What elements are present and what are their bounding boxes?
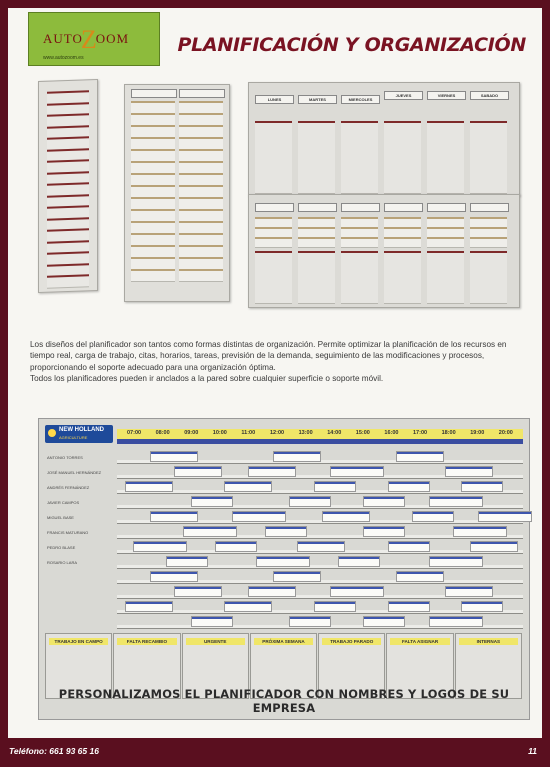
status-pocket: [255, 217, 292, 227]
job-card: [183, 526, 237, 537]
status-pocket-large: [341, 251, 378, 303]
status-column-label: TRABAJO EN CAMPO: [49, 638, 108, 645]
job-card: [289, 496, 331, 507]
status-pocket: [470, 237, 507, 247]
job-card: [125, 481, 173, 492]
day-header-label: MARTES: [298, 95, 337, 104]
status-header-tag: [298, 203, 337, 212]
time-header: [117, 429, 523, 439]
job-card-stripe: [175, 587, 221, 589]
job-card: [150, 511, 198, 522]
job-card: [322, 511, 370, 522]
job-card-stripe: [397, 452, 443, 454]
time-label: 12:00: [270, 430, 285, 436]
job-card-stripe: [454, 527, 506, 529]
logo-mark: Z: [80, 25, 98, 54]
job-card-stripe: [315, 602, 355, 604]
rack-pocket: [131, 113, 175, 125]
week-pocket: [341, 121, 378, 193]
rack-pocket: [131, 269, 175, 281]
rack-pocket: [131, 245, 175, 257]
job-card-stripe: [175, 467, 221, 469]
rack-pocket: [179, 161, 223, 173]
job-card-stripe: [126, 602, 172, 604]
job-card: [166, 556, 208, 567]
job-card-stripe: [298, 542, 344, 544]
technician-name: [45, 554, 113, 569]
rack-pocket: [131, 209, 175, 221]
job-card: [461, 481, 503, 492]
week-pocket: [384, 121, 421, 193]
technician-name-label: PEDRO BLASE: [47, 545, 76, 550]
board-row: [45, 524, 523, 540]
page-title: PLANIFICACIÓN Y ORGANIZACIÓN: [177, 34, 526, 56]
rack-pocket: [131, 221, 175, 233]
job-card-stripe: [430, 557, 482, 559]
job-card-stripe: [192, 497, 232, 499]
job-card: [215, 541, 257, 552]
job-card: [289, 616, 331, 627]
status-pocket: [341, 217, 378, 227]
rack-pocket: [131, 233, 175, 245]
board-row: [45, 494, 523, 510]
job-card: [191, 496, 233, 507]
rack-pocket: [179, 113, 223, 125]
rack-header-tag: [179, 89, 225, 98]
status-pocket: [427, 217, 464, 227]
logo-part2: OOM: [95, 31, 130, 46]
job-card: [248, 466, 296, 477]
job-card: [396, 451, 444, 462]
job-card-stripe: [249, 587, 295, 589]
job-card: [297, 541, 345, 552]
status-pocket: [255, 227, 292, 237]
rack-pocket: [179, 185, 223, 197]
photo-schedule-board: [38, 418, 530, 720]
technician-name-label: JOSÉ MANUEL HERNÁNDEZ: [47, 470, 102, 475]
status-header-tag: [470, 203, 509, 212]
job-card-stripe: [134, 542, 186, 544]
status-header-tag: [427, 203, 466, 212]
job-card-stripe: [274, 452, 320, 454]
rack-pocket: [179, 233, 223, 245]
job-card: [412, 511, 454, 522]
job-card: [388, 601, 430, 612]
technician-name: [45, 449, 113, 464]
job-card-stripe: [290, 617, 330, 619]
rack-pocket: [179, 149, 223, 161]
job-card-stripe: [413, 512, 453, 514]
job-card: [256, 556, 310, 567]
time-label: 13:00: [298, 430, 313, 436]
time-label: 11:00: [241, 430, 256, 436]
job-card: [445, 466, 493, 477]
time-label: 18:00: [441, 430, 456, 436]
time-label: 20:00: [498, 430, 513, 436]
technician-name: [45, 539, 113, 554]
job-card-stripe: [397, 572, 443, 574]
time-header-band: [117, 439, 523, 444]
job-card-stripe: [389, 482, 429, 484]
job-card: [363, 526, 405, 537]
job-card-stripe: [331, 467, 383, 469]
job-card-stripe: [430, 497, 482, 499]
rack-pocket: [179, 269, 223, 281]
job-card-stripe: [167, 557, 207, 559]
job-card-stripe: [339, 557, 379, 559]
job-card: [429, 496, 483, 507]
job-card-stripe: [233, 512, 285, 514]
status-header-tag: [255, 203, 294, 212]
rack-pocket: [131, 161, 175, 173]
job-card: [232, 511, 286, 522]
job-card: [191, 616, 233, 627]
rack-pocket: [179, 221, 223, 233]
job-card-stripe: [126, 482, 172, 484]
job-card: [224, 601, 272, 612]
board-row: [45, 614, 523, 630]
job-card: [314, 481, 356, 492]
rack-pocket: [131, 137, 175, 149]
job-card-stripe: [323, 512, 369, 514]
job-card-stripe: [364, 497, 404, 499]
status-column-label: URGENTE: [186, 638, 245, 645]
job-card-stripe: [151, 572, 197, 574]
status-pocket: [298, 217, 335, 227]
board-slogan: PERSONALIZAMOS EL PLANIFICADOR CON NOMBRES Y LOGOS DE SU EMPRESA: [58, 687, 510, 715]
logo-website: www.autozoom.es: [43, 55, 84, 61]
day-header-label: JUEVES: [384, 91, 423, 100]
job-card: [150, 451, 198, 462]
job-card: [388, 481, 430, 492]
technician-name: [45, 479, 113, 494]
footer-phone: Teléfono: 661 93 65 16: [9, 746, 99, 756]
job-card: [174, 466, 222, 477]
catalog-page: [8, 8, 542, 738]
description-paragraph-1: Los diseños del planificador son tantos como formas distintas de organización. Permite optimizar la planificación de los recursos en tiempo real, carga de trabajo, citas, horarios, tareas, previsión de la demanda, seguimiento de las modificaciones y procesos, proporcionando el soporte adecuado para una organización óptima.: [30, 340, 507, 372]
job-card: [363, 616, 405, 627]
time-label: 10:00: [212, 430, 227, 436]
rack-pocket: [47, 274, 89, 287]
status-pocket-large: [298, 251, 335, 303]
time-label: 16:00: [384, 430, 399, 436]
job-card: [478, 511, 532, 522]
job-card: [314, 601, 356, 612]
brand-name: NEW HOLLAND: [59, 427, 104, 433]
time-label: 08:00: [155, 430, 170, 436]
job-card: [388, 541, 430, 552]
technician-name-label: ROSARIO LARA: [47, 560, 78, 565]
job-card: [396, 571, 444, 582]
description-text: [30, 339, 528, 385]
new-holland-logo: [45, 425, 113, 443]
rack-pocket: [179, 173, 223, 185]
job-card-stripe: [266, 527, 306, 529]
technician-name-label: MIGUEL BASE: [47, 515, 74, 520]
job-card-stripe: [249, 467, 295, 469]
status-pocket: [384, 227, 421, 237]
technician-name: [45, 494, 113, 509]
description-paragraph-2: Todos los planificadores pueden ir anclados a la pared sobre cualquier superficie o soporte móvil.: [30, 374, 384, 384]
status-pocket-large: [384, 251, 421, 303]
rack-pocket: [179, 101, 223, 113]
rack-pocket: [131, 257, 175, 269]
time-label: 19:00: [470, 430, 485, 436]
logo-part1: AUTO: [43, 31, 83, 46]
status-column-label: TRABAJO PARADO: [322, 638, 381, 645]
brand-subtitle: AGRICULTURE: [59, 435, 88, 440]
board-row: [45, 449, 523, 465]
job-card: [453, 526, 507, 537]
job-card-stripe: [389, 542, 429, 544]
new-holland-leaf-icon: [48, 429, 56, 437]
rack-pocket: [131, 185, 175, 197]
board-row: [45, 599, 523, 615]
status-pocket: [298, 227, 335, 237]
rack-pocket: [131, 125, 175, 137]
job-card-stripe: [389, 602, 429, 604]
technician-name-label: JAVIER CAMPOS: [47, 500, 80, 505]
job-card: [265, 526, 307, 537]
photo-status-planner: [248, 194, 520, 308]
autozoom-logo: [28, 12, 160, 66]
job-card: [330, 586, 384, 597]
technician-name: [45, 524, 113, 539]
status-pocket: [255, 237, 292, 247]
status-pocket: [298, 237, 335, 247]
status-pocket-large: [427, 251, 464, 303]
rack-pocket: [179, 125, 223, 137]
job-card-stripe: [446, 587, 492, 589]
rack-pocket: [179, 257, 223, 269]
technician-name-label: ANTONIO TORRES: [47, 455, 83, 460]
status-column-label: PRÓXIMA SEMANA: [254, 638, 313, 645]
time-label: 14:00: [327, 430, 342, 436]
job-card-stripe: [225, 482, 271, 484]
job-card-stripe: [471, 542, 517, 544]
job-card-stripe: [257, 557, 309, 559]
job-card-stripe: [192, 617, 232, 619]
job-card-stripe: [331, 587, 383, 589]
time-label: 09:00: [184, 430, 199, 436]
day-header-label: VIERNES: [427, 91, 466, 100]
time-label: 07:00: [127, 430, 142, 436]
day-header-label: SABADO: [470, 91, 509, 100]
job-card-stripe: [462, 602, 502, 604]
job-card: [273, 451, 321, 462]
job-card: [429, 556, 483, 567]
photo-weekly-planner: [248, 82, 520, 196]
rack-pocket: [179, 197, 223, 209]
job-card-stripe: [274, 572, 320, 574]
status-pocket: [384, 217, 421, 227]
rack-pocket: [179, 137, 223, 149]
rack-pocket: [131, 101, 175, 113]
job-card-stripe: [364, 617, 404, 619]
job-card-stripe: [462, 482, 502, 484]
board-row: [45, 509, 523, 525]
status-column-label: INTERNAS: [459, 638, 518, 645]
rack-pocket: [131, 173, 175, 185]
rack-pocket: [179, 209, 223, 221]
job-card: [224, 481, 272, 492]
rack-pocket: [131, 149, 175, 161]
job-card-stripe: [479, 512, 531, 514]
board-row: [45, 569, 523, 585]
job-card: [248, 586, 296, 597]
status-pocket: [384, 237, 421, 247]
time-label: 15:00: [355, 430, 370, 436]
week-pocket: [298, 121, 335, 193]
job-card-stripe: [364, 527, 404, 529]
status-pocket: [341, 237, 378, 247]
status-pocket: [427, 237, 464, 247]
job-card: [429, 616, 483, 627]
board-row: [45, 554, 523, 570]
job-card: [363, 496, 405, 507]
photo-double-rack: [124, 84, 230, 302]
job-card: [338, 556, 380, 567]
job-card-stripe: [184, 527, 236, 529]
rack-pocket: [179, 245, 223, 257]
job-card-stripe: [151, 452, 197, 454]
status-pocket: [470, 217, 507, 227]
job-card: [273, 571, 321, 582]
week-pocket: [427, 121, 464, 193]
board-row: [45, 464, 523, 480]
job-card-stripe: [151, 512, 197, 514]
week-pocket: [255, 121, 292, 193]
rack-pocket: [131, 197, 175, 209]
technician-name: [45, 509, 113, 524]
page-number: 11: [528, 746, 537, 756]
job-card: [125, 601, 173, 612]
job-card: [330, 466, 384, 477]
time-label: 17:00: [413, 430, 428, 436]
photo-vertical-rack: [38, 79, 98, 293]
day-header-label: MIERCOLES: [341, 95, 380, 104]
technician-name-label: ANDRÉS FERNÁNDEZ: [47, 485, 90, 490]
status-pocket-large: [255, 251, 292, 303]
technician-name-label: FRANCIS MATURANO: [47, 530, 89, 535]
job-card: [174, 586, 222, 597]
page-footer: [0, 738, 550, 767]
technician-name: [45, 464, 113, 479]
status-pocket-large: [470, 251, 507, 303]
job-card-stripe: [225, 602, 271, 604]
status-column-label: FALTA ASIGNAR: [390, 638, 449, 645]
week-pocket: [470, 121, 507, 193]
job-card: [445, 586, 493, 597]
job-card-stripe: [446, 467, 492, 469]
status-pocket: [341, 227, 378, 237]
job-card-stripe: [290, 497, 330, 499]
status-pocket: [427, 227, 464, 237]
status-column-label: FALTA RECAMBIO: [117, 638, 176, 645]
job-card: [470, 541, 518, 552]
job-card-stripe: [216, 542, 256, 544]
rack-header-tag: [131, 89, 177, 98]
job-card: [461, 601, 503, 612]
board-row: [45, 584, 523, 600]
job-card-stripe: [430, 617, 482, 619]
board-row: [45, 479, 523, 495]
status-pocket: [470, 227, 507, 237]
job-card: [150, 571, 198, 582]
status-header-tag: [384, 203, 423, 212]
board-row: [45, 539, 523, 555]
status-header-tag: [341, 203, 380, 212]
job-card: [133, 541, 187, 552]
day-header-label: LUNES: [255, 95, 294, 104]
job-card-stripe: [315, 482, 355, 484]
